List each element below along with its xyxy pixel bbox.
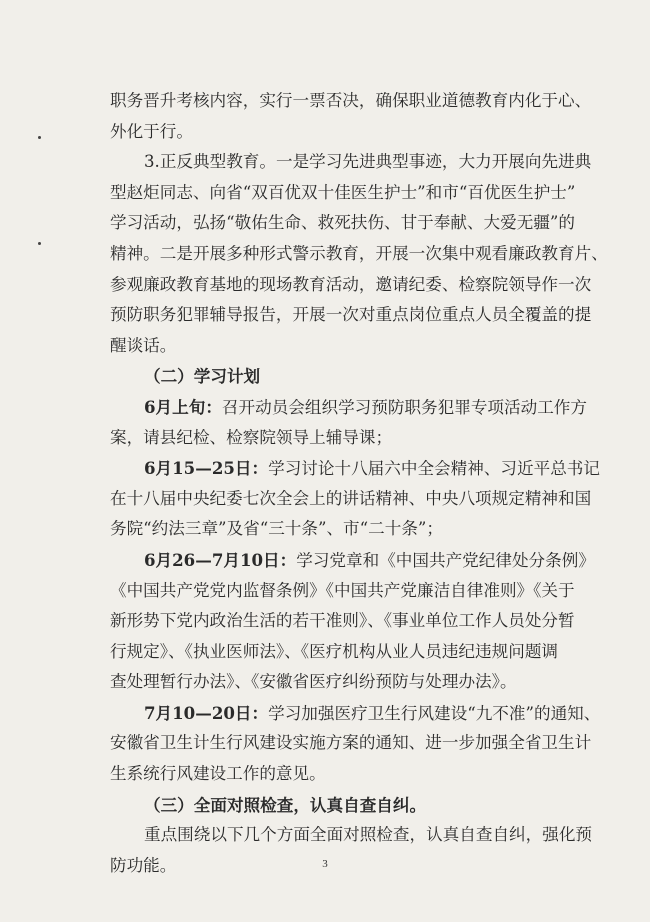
section-heading: （二）学习计划 (144, 366, 261, 387)
paragraph-line: 查处理暂行办法》、《安徽省医疗纠纷预防与处理办法》。 (110, 672, 517, 692)
paragraph-line: 职务晋升考核内容，实行一票否决，确保职业道德教育内化于心、 (110, 91, 592, 110)
paragraph-line (110, 545, 595, 576)
paragraph-line: 参观廉政教育基地的现场教育活动，邀请纪委、检察院领导作一次 (110, 274, 592, 294)
paragraph-line: 行规定》、《执业医师法》、《医疗机构从业人员违纪违规问题调 (110, 641, 559, 661)
paragraph-line (110, 453, 600, 484)
paragraph-line: 新形势下党内政治生活的若干准则》、《事业单位工作人员处分暂 (110, 611, 575, 631)
paragraph-line: 重点围绕以下几个方面全面对照检查，认真自查自纠，强化预 (144, 825, 593, 845)
paragraph-text: 学习党章和《中国共产党纪律处分条例》 (296, 550, 595, 570)
paragraph-line: 3.正反典型教育。一是学习先进典型事迹，大力开展向先进典 (144, 152, 592, 172)
paragraph-line: 醒谈话。 (110, 335, 177, 355)
paragraph-line: 外化于行。 (110, 121, 193, 141)
paragraph-line (110, 698, 601, 729)
page-number: 3 (322, 858, 328, 870)
date-lead: 6月上旬： (144, 396, 222, 417)
paragraph-line: 预防职务犯罪辅导报告，开展一次对重点岗位重点人员全覆盖的提 (110, 305, 592, 325)
date-lead: 6月15—25日： (144, 458, 269, 479)
paragraph-line (110, 392, 587, 423)
paragraph-line: 务院“约法三章”及省“三十条”、市“二十条”； (110, 519, 443, 539)
paragraph-line: 安徽省卫生计生行风建设实施方案的通知、进一步加强全省卫生计 (110, 733, 592, 753)
paragraph-text: 学习讨论十八届六中全会精神、习近平总书记 (268, 459, 600, 479)
binding-hole-mark (38, 242, 41, 245)
paragraph-line: 型赵炬同志、向省“双百优双十佳医生护士”和市“百优医生护士” (110, 182, 576, 202)
paragraph-line: 案，请县纪检、检察院领导上辅导课； (110, 427, 393, 447)
paragraph-line: 生系统行风建设工作的意见。 (110, 764, 326, 784)
paragraph-line: 在十八届中央纪委七次全会上的讲话精神、中央八项规定精神和国 (110, 488, 592, 508)
paragraph-line: 学习活动，弘扬“敬佑生命、救死扶伤、甘于奉献、大爱无疆”的 (110, 213, 575, 233)
paragraph-text: 学习加强医疗卫生行风建设“九不准”的通知、 (268, 703, 601, 723)
binding-hole-mark (38, 136, 41, 139)
document-body (110, 86, 608, 881)
paragraph-text: 召开动员会组织学习预防职务犯罪专项活动工作方 (221, 397, 587, 417)
paragraph-line: 《中国共产党党内监督条例》《中国共产党廉洁自律准则》《关于 (110, 580, 575, 600)
section-heading: （三）全面对照检查，认真自查自纠。 (144, 794, 427, 815)
date-lead: 6月26—7月10日： (144, 549, 297, 570)
paragraph-line: 精神。二是开展多种形式警示教育，开展一次集中观看廉政教育片、 (110, 243, 608, 263)
paragraph-line: 防功能。 (110, 855, 177, 875)
date-lead: 7月10—20日： (144, 702, 269, 723)
